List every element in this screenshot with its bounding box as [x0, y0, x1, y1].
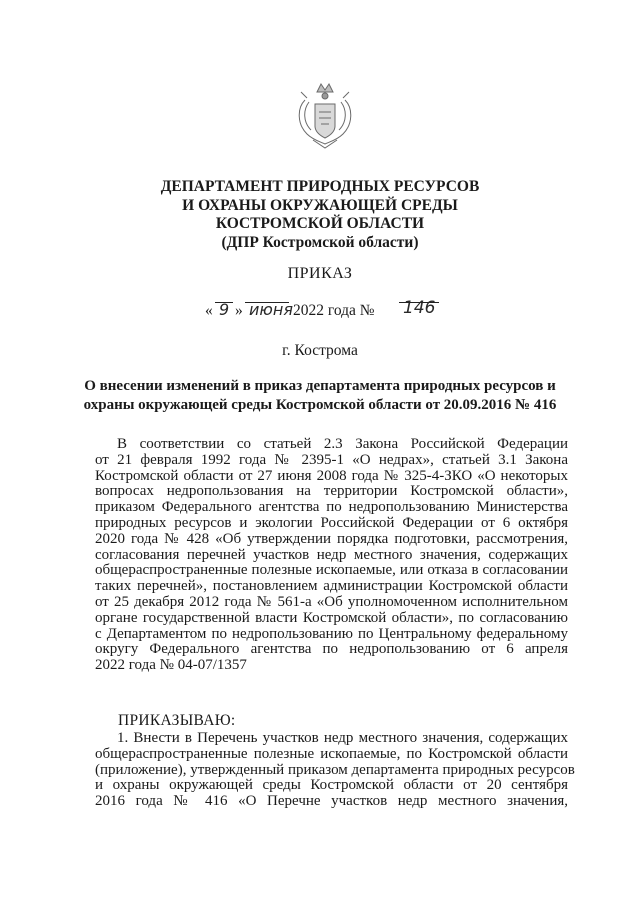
preamble-line: 2022 года № 04-07/1357: [95, 657, 247, 674]
preamble-paragraph: [95, 437, 568, 674]
city-line: г. Кострома: [282, 342, 358, 359]
preamble-line: с Департаментом по недропользованию по Центральному федеральному: [95, 625, 568, 642]
date-day-underline: [215, 302, 233, 303]
preamble-line: согласования перечней участков недр местного значения, содержащих: [95, 546, 568, 563]
coat-of-arms-emblem: [293, 78, 357, 150]
department-line-4: (ДПР Костромской области): [221, 233, 419, 251]
item-1-line: 2016 года № 416 «О Перечне участков недр местного значения,: [95, 793, 568, 810]
department-line-2: И ОХРАНЫ ОКРУЖАЮЩЕЙ СРЕДЫ: [182, 196, 458, 214]
department-line-1: ДЕПАРТАМЕНТ ПРИРОДНЫХ РЕСУРСОВ: [160, 178, 480, 195]
item-1-paragraph: [95, 730, 575, 810]
preamble-line: органе государственной власти Костромской области», по согласованию: [95, 609, 568, 626]
order-number-handwritten: 146: [403, 298, 436, 318]
preamble-line: Костромской области от 27 июня 2008 года № 325-4-ЗКО «О некоторых: [95, 467, 568, 484]
department-header: [0, 178, 640, 252]
preamble-line: 2020 года № 428 «Об утверждении порядка подготовки, рассмотрения,: [95, 530, 568, 547]
preamble-line: общераспространенные полезные ископаемые, или отказа в согласовании: [95, 562, 568, 579]
order-number-underline: [399, 302, 439, 303]
preamble-line: В соответствии со статьей 2.3 Закона Российской Федерации: [117, 436, 568, 452]
item-1-line: общераспространенные полезные ископаемые, по Костромской области: [95, 745, 568, 762]
date-open-quote: «: [205, 302, 213, 319]
order-title: ПРИКАЗ: [287, 265, 353, 282]
subject-line-1: О внесении изменений в приказ департамента природных ресурсов и: [84, 378, 556, 394]
item-1-line: (приложение), утвержденный приказом департамента природных ресурсов: [95, 761, 575, 778]
preamble-line: таких перечней», постановлением администрации Костромской области: [95, 578, 568, 595]
date-month-underline: [245, 302, 289, 303]
date-year-text: 2022 года №: [293, 302, 375, 319]
preamble-line: вопросах недропользования на территории Костромской области»,: [95, 483, 568, 500]
order-date-line: [205, 298, 465, 326]
order-subject: [0, 377, 640, 414]
decree-word: ПРИКАЗЫВАЮ:: [118, 712, 236, 729]
department-line-3: КОСТРОМСКОЙ ОБЛАСТИ: [215, 215, 425, 232]
preamble-line: приказом Федерального агентства по недропользованию Министерства: [95, 499, 568, 516]
preamble-line: от 21 февраля 1992 года № 2395-1 «О недрах», статьей 3.1 Закона: [95, 451, 568, 468]
date-close-quote: »: [235, 302, 243, 319]
preamble-line: природных ресурсов и экологии Российской Федерации от 6 октября: [95, 514, 568, 531]
subject-line-2: охраны окружающей среды Костромской области от 20.09.2016 № 416: [83, 396, 557, 413]
item-1-line: и охраны окружающей среды Костромской области от 20 сентября: [95, 777, 568, 794]
date-day-handwritten: 9: [219, 300, 230, 319]
item-1-line: 1. Внести в Перечень участков недр местного значения, содержащих: [117, 730, 568, 746]
preamble-line: округу Федерального агентства по недропользованию от 6 апреля: [95, 641, 568, 658]
preamble-line: от 25 декабря 2012 года № 561-а «Об уполномоченном исполнительном: [95, 593, 568, 610]
date-month-handwritten: июня: [249, 300, 293, 319]
